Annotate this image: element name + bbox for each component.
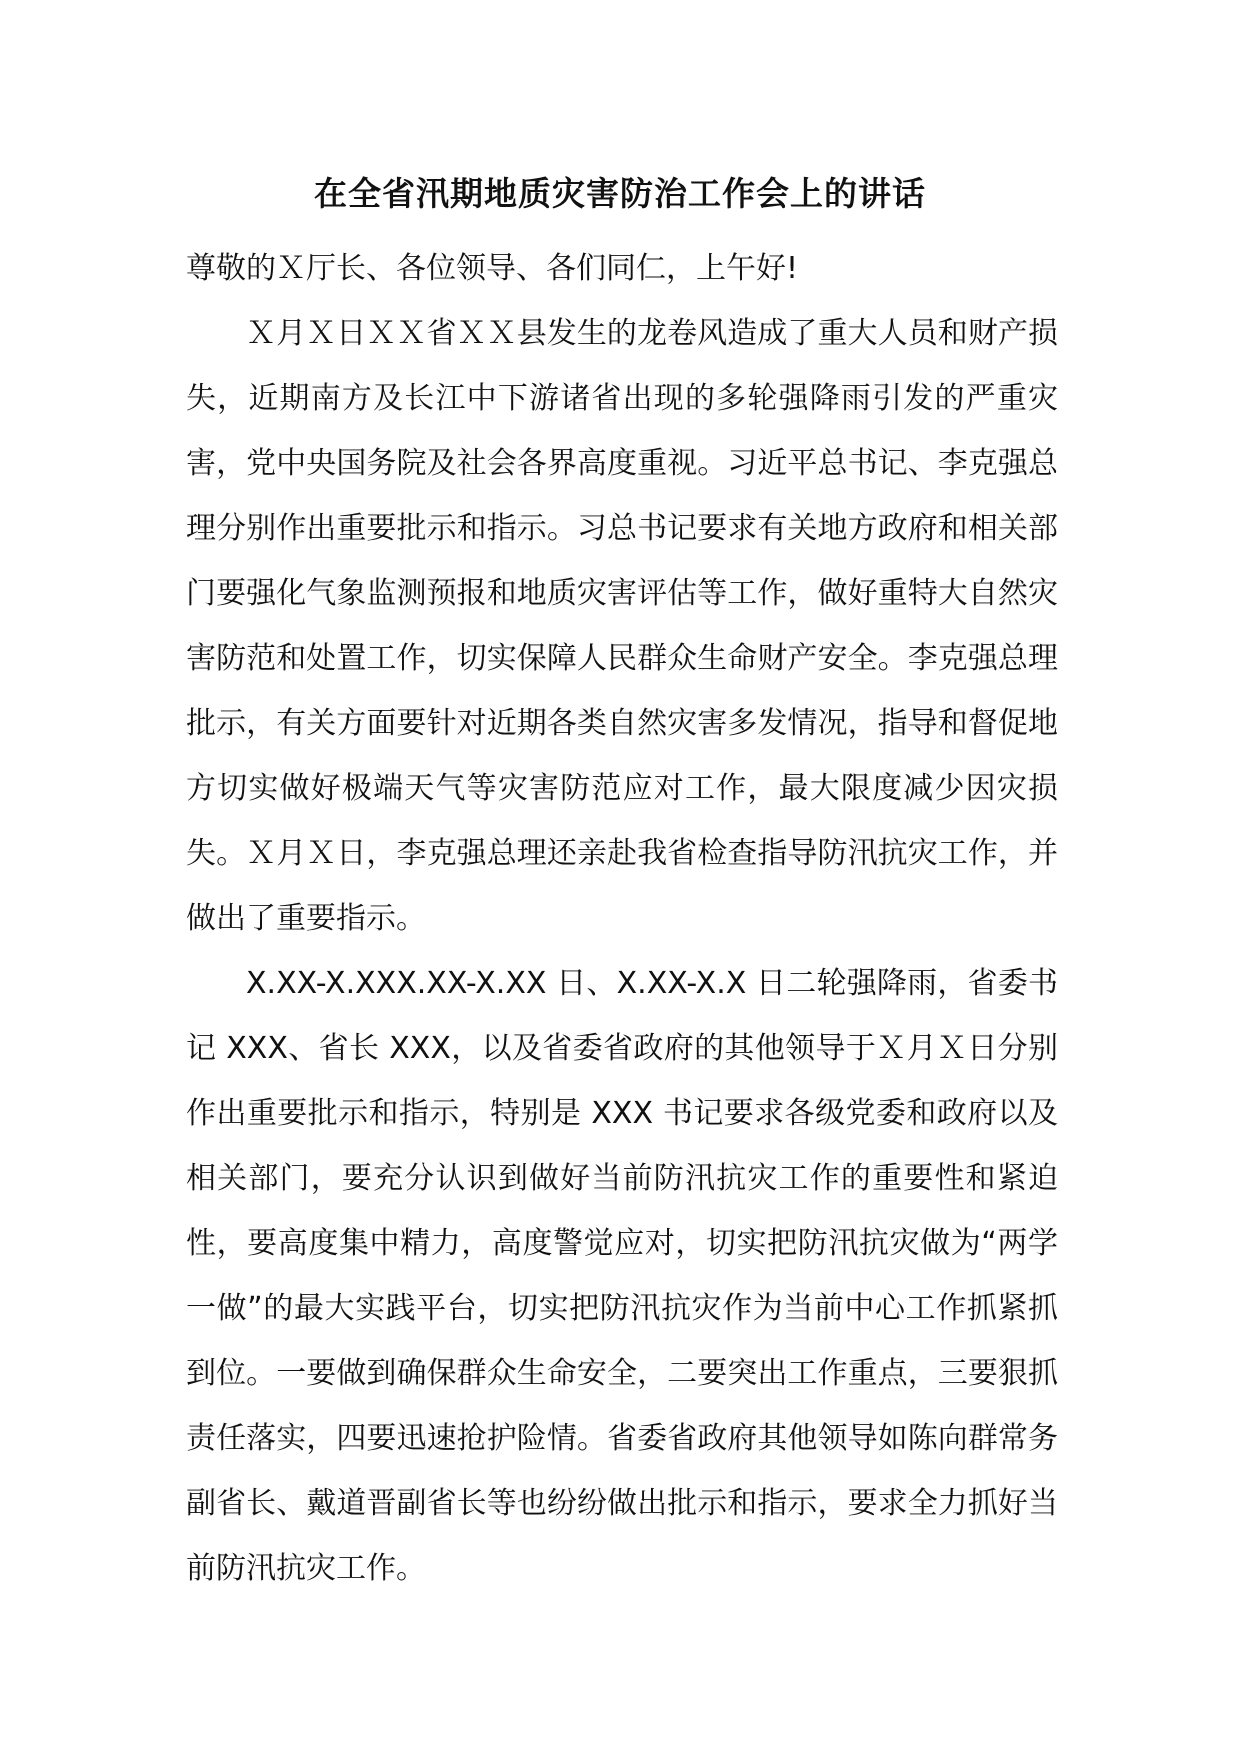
salutation: 尊敬的Ｘ厅长、各位领导、各们同仁，上午好! <box>186 251 799 286</box>
paragraph-1: Ｘ月Ｘ日ＸＸ省ＸＸ县发生的龙卷风造成了重大人员和财产损失，近期南方及长江中下游诸省出现的多轮强降雨引发的严重灾害，党中央国务院及社会各界高度重视。习近平总书记、李克强总理分别作出重要批示和指示。习总书记要求有关地方政府和相关部门要强化气象监测预报和地质灾害评估等工作，做好重特大自然灾害防范和处置工作，切实保障人民群众生命财产安全。李克强总理批示，有关方面要针对近期各类自然灾害多发情况，指导和督促地方切实做好极端天气等灾害防范应对工作，最大限度减少因灾损失。Ｘ月Ｘ日，李克强总理还亲赴我省检查指导防汛抗灾工作，并做出了重要指示。 <box>186 316 1058 936</box>
paragraph-2: X.XX-X.XXX.XX-X.XX 日、X.XX-X.X 日二轮强降雨，省委书记 XXX、省长 XXX，以及省委省政府的其他领导于Ｘ月Ｘ日分别作出重要批示和指示，特别是 XXX 书记要求各级党委和政府以及相关部门，要充分认识到做好当前防汛抗灾工作的重要性和紧迫性，要高度集中精力，高度警觉应对，切实把防汛抗灾做为“两学一做”的最大实践平台，切实把防汛抗灾作为当前中心工作抓紧抓到位。一要做到确保群众生命安全，二要突出工作重点，三要狠抓责任落实，四要迅速抢护险情。省委省政府其他领导如陈向群常务副省长、戴道晋副省长等也纷纷做出批示和指示，要求全力抓好当前防汛抗灾工作。 <box>186 966 1058 1586</box>
document-title: 在全省汛期地质灾害防治工作会上的讲话 <box>314 174 926 213</box>
document-body <box>186 236 1058 1601</box>
